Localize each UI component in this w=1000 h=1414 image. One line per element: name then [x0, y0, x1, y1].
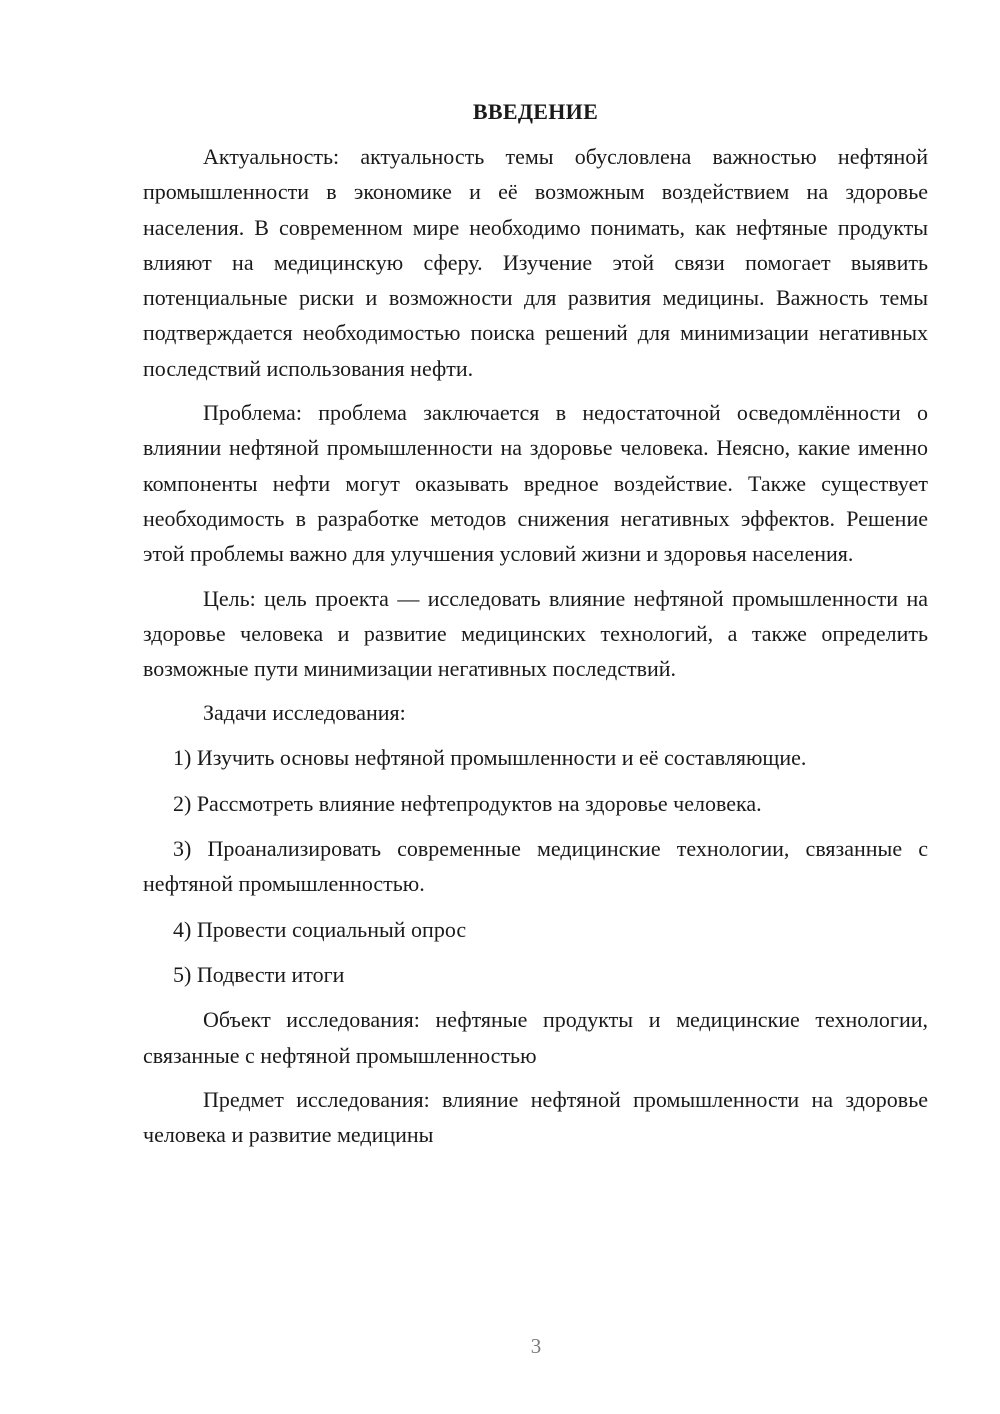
goal-paragraph: Цель: цель проекта — исследовать влияние нефтяной промышленности на здоровье человека и развитие медицинских технологий, а также определить возможные пути минимизации негативных последствий.	[143, 585, 928, 682]
task-item-5: 5) Подвести итоги	[173, 961, 345, 987]
page-title: ВВЕДЕНИЕ	[472, 99, 599, 124]
task-item-4: 4) Провести социальный опрос	[173, 916, 467, 942]
research-subject-paragraph: Предмет исследования: влияние нефтяной промышленности на здоровье человека и развитие медицины	[143, 1086, 928, 1148]
task-item-2: 2) Рассмотреть влияние нефтепродуктов на здоровье человека.	[173, 790, 762, 816]
task-item-3: 3) Проанализировать современные медицинские технологии, связанные с нефтяной промышленностью.	[143, 836, 928, 897]
page-number: 3	[530, 1334, 542, 1358]
relevance-paragraph: Актуальность: актуальность темы обусловлена важностью нефтяной промышленности в экономике и её возможным воздействием на здоровье населения. В современном мире необходимо понимать, как нефтяные продукты влияют на медицинскую сферу. Изучение этой связи помогает выявить потенциальные риски и возможности для развития медицины. Важность темы подтверждается необходимостью поиска решений для минимизации негативных последствий использования нефти.	[143, 144, 928, 381]
problem-paragraph: Проблема: проблема заключается в недостаточной осведомлённости о влиянии нефтяной промышленности на здоровье человека. Неясно, какие именно компоненты нефти могут оказывать вредное воздействие. Также существует необходимость в разработке методов снижения негативных эффектов. Решение этой проблемы важно для улучшения условий жизни и здоровья населения.	[143, 400, 928, 567]
research-object-paragraph: Объект исследования: нефтяные продукты и медицинские технологии, связанные с нефтяной промышленностью	[143, 1007, 928, 1068]
task-item-1: 1) Изучить основы нефтяной промышленности и её составляющие.	[173, 745, 807, 771]
tasks-heading: Задачи исследования:	[203, 700, 406, 726]
document-page	[143, 94, 928, 1161]
